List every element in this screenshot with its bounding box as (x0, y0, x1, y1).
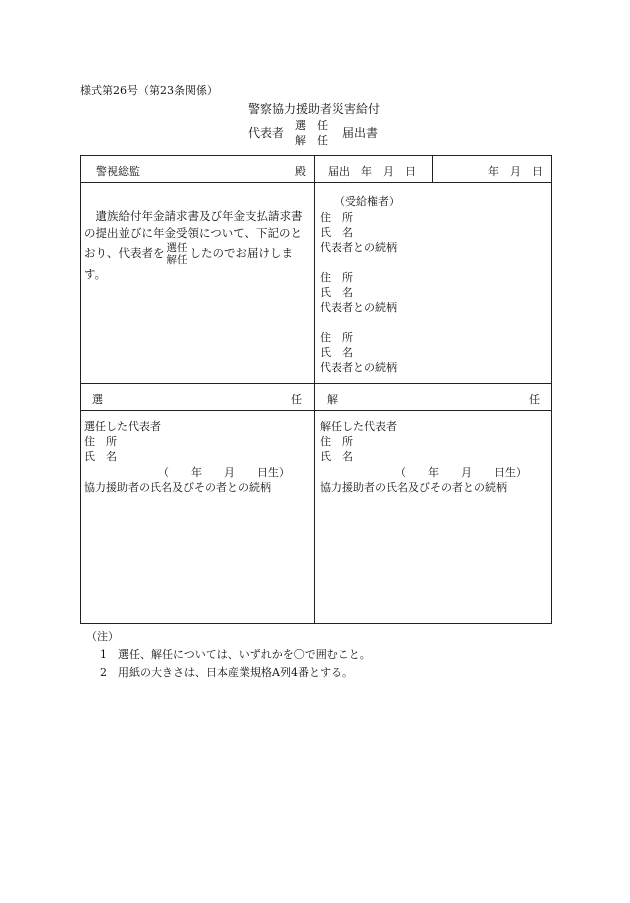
dismissed-name: 氏 名 (320, 450, 353, 463)
title-choice-appoint: 選 任 (295, 119, 328, 132)
appointed-birth: （ 年 月 日生） (158, 466, 290, 479)
appoint-header-left: 選 (92, 393, 103, 406)
request-choice-dismiss: 解任 (166, 254, 188, 266)
dismissed-relation: 協力援助者の氏名及びその者との続柄 (320, 481, 507, 494)
claimant-relation: 代表者との続柄 (320, 361, 397, 374)
claimant-address: 住 所 (320, 331, 353, 344)
claimant-relation: 代表者との続柄 (320, 241, 397, 254)
note-item: 1 選任、解任については、いずれかを〇で囲むこと。 (100, 648, 371, 661)
claimants-label: （受給権者） (334, 195, 400, 208)
title-line1: 警察協力援助者災害給付 (248, 102, 381, 116)
title-choice-dismiss: 解 任 (295, 134, 328, 147)
claimant-name: 氏 名 (320, 286, 353, 299)
form-number: 様式第26号（第23条関係） (80, 84, 218, 97)
addressee: 警視総監 (96, 165, 140, 178)
honorific: 殿 (295, 165, 306, 178)
title-prefix: 代表者 (248, 126, 285, 140)
claimant-address: 住 所 (320, 211, 353, 224)
dismissed-birth: （ 年 月 日生） (395, 466, 527, 479)
appointed-relation: 協力援助者の氏名及びその者との続柄 (84, 481, 271, 494)
request-choice-appoint: 選任 (166, 242, 188, 254)
appointed-address: 住 所 (84, 435, 117, 448)
submit-date-label: 届出 年 月 日 (328, 165, 416, 178)
appoint-header-right: 任 (291, 393, 302, 406)
dismissed-rep-label: 解任した代表者 (320, 420, 397, 433)
claimant-relation: 代表者との続柄 (320, 301, 397, 314)
claimant-name: 氏 名 (320, 346, 353, 359)
dismissed-address: 住 所 (320, 435, 353, 448)
title-suffix: 届出書 (342, 126, 379, 140)
request-body (84, 208, 310, 283)
date-field: 年 月 日 (488, 165, 543, 178)
claimant-name: 氏 名 (320, 226, 353, 239)
request-choice (167, 242, 188, 266)
appointed-rep-label: 選任した代表者 (84, 420, 161, 433)
request-body-b: したのでお届けします。 (84, 246, 293, 281)
notes-label: （注） (86, 630, 119, 643)
claimant-address: 住 所 (320, 271, 353, 284)
dismiss-header-right: 任 (529, 393, 540, 406)
dismiss-header-left: 解 (327, 393, 338, 406)
appointed-name: 氏 名 (84, 450, 117, 463)
note-item: 2 用紙の大きさは、日本産業規格A列4番とする。 (100, 666, 353, 679)
request-body-a: 遺族給付年金請求書及び年金支払請求書の提出並びに年金受領について、下記のとおり、代表者を (84, 209, 303, 260)
